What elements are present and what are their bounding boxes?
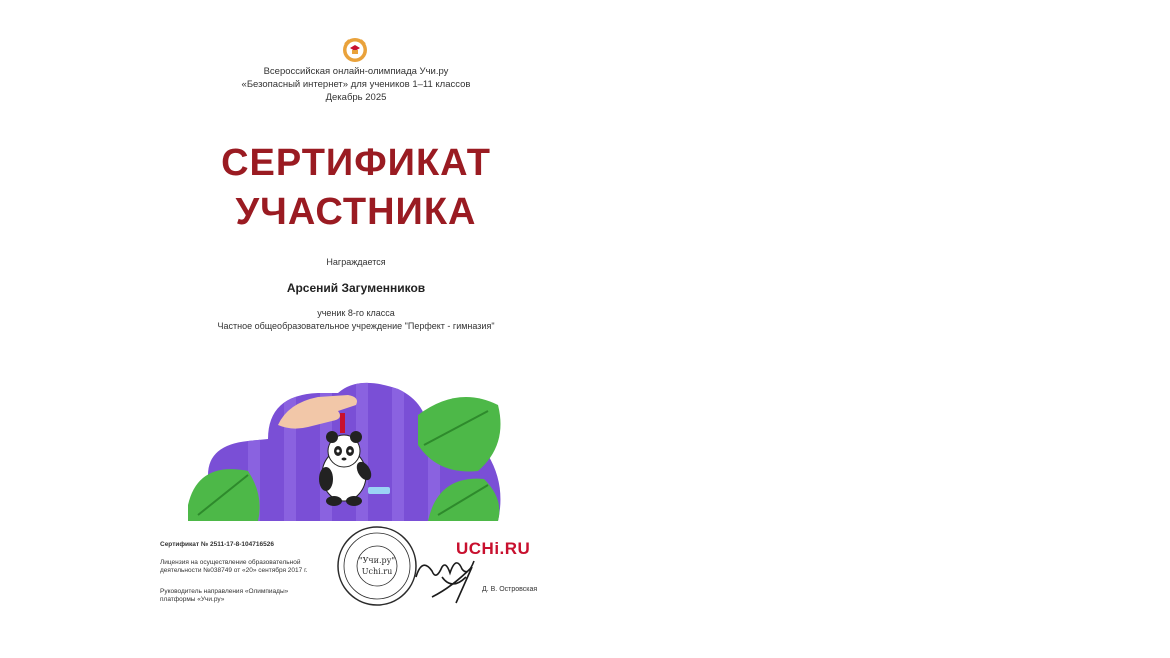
olympiad-subtitle: «Безопасный интернет» для учеников 1–11 классов [241, 79, 471, 90]
olympiad-badge-icon [342, 37, 368, 63]
recipient-name: Арсений Загуменников [286, 281, 426, 295]
certificate-title-line1: СЕРТИФИКАТ [221, 142, 491, 184]
certificate [150, 25, 562, 640]
olympiad-name: Всероссийская онлайн-олимпиада Учи.ру [263, 66, 449, 77]
head-line1: Руководитель направления «Олимпиады» [160, 588, 289, 595]
signer-name: Д. В. Островская [482, 586, 538, 593]
recipient-school: Частное общеобразовательное учреждение "Перфект - гимназия" [217, 321, 495, 331]
recipient-grade: ученик 8-го класса [317, 308, 395, 318]
panda-illustration [188, 375, 514, 521]
certificate-title-line2: УЧАСТНИКА [235, 191, 477, 233]
official-stamp [336, 525, 418, 607]
certificate-number: Сертификат № 2511-17-8-104716526 [160, 541, 274, 548]
stamp-text-latin: Uchi.ru [361, 567, 393, 576]
license-line2: деятельности №038749 от «20» сентября 2017 г. [160, 567, 308, 574]
head-line2: платформы «Учи.ру» [160, 596, 225, 603]
uchi-brand-logo: UCHi.RU [456, 539, 531, 558]
awarded-label: Награждается [326, 257, 386, 267]
stamp-text-main: "Учи.ру" [358, 556, 396, 565]
license-line1: Лицензия на осуществление образовательной [160, 559, 301, 566]
olympiad-date: Декабрь 2025 [325, 92, 387, 103]
